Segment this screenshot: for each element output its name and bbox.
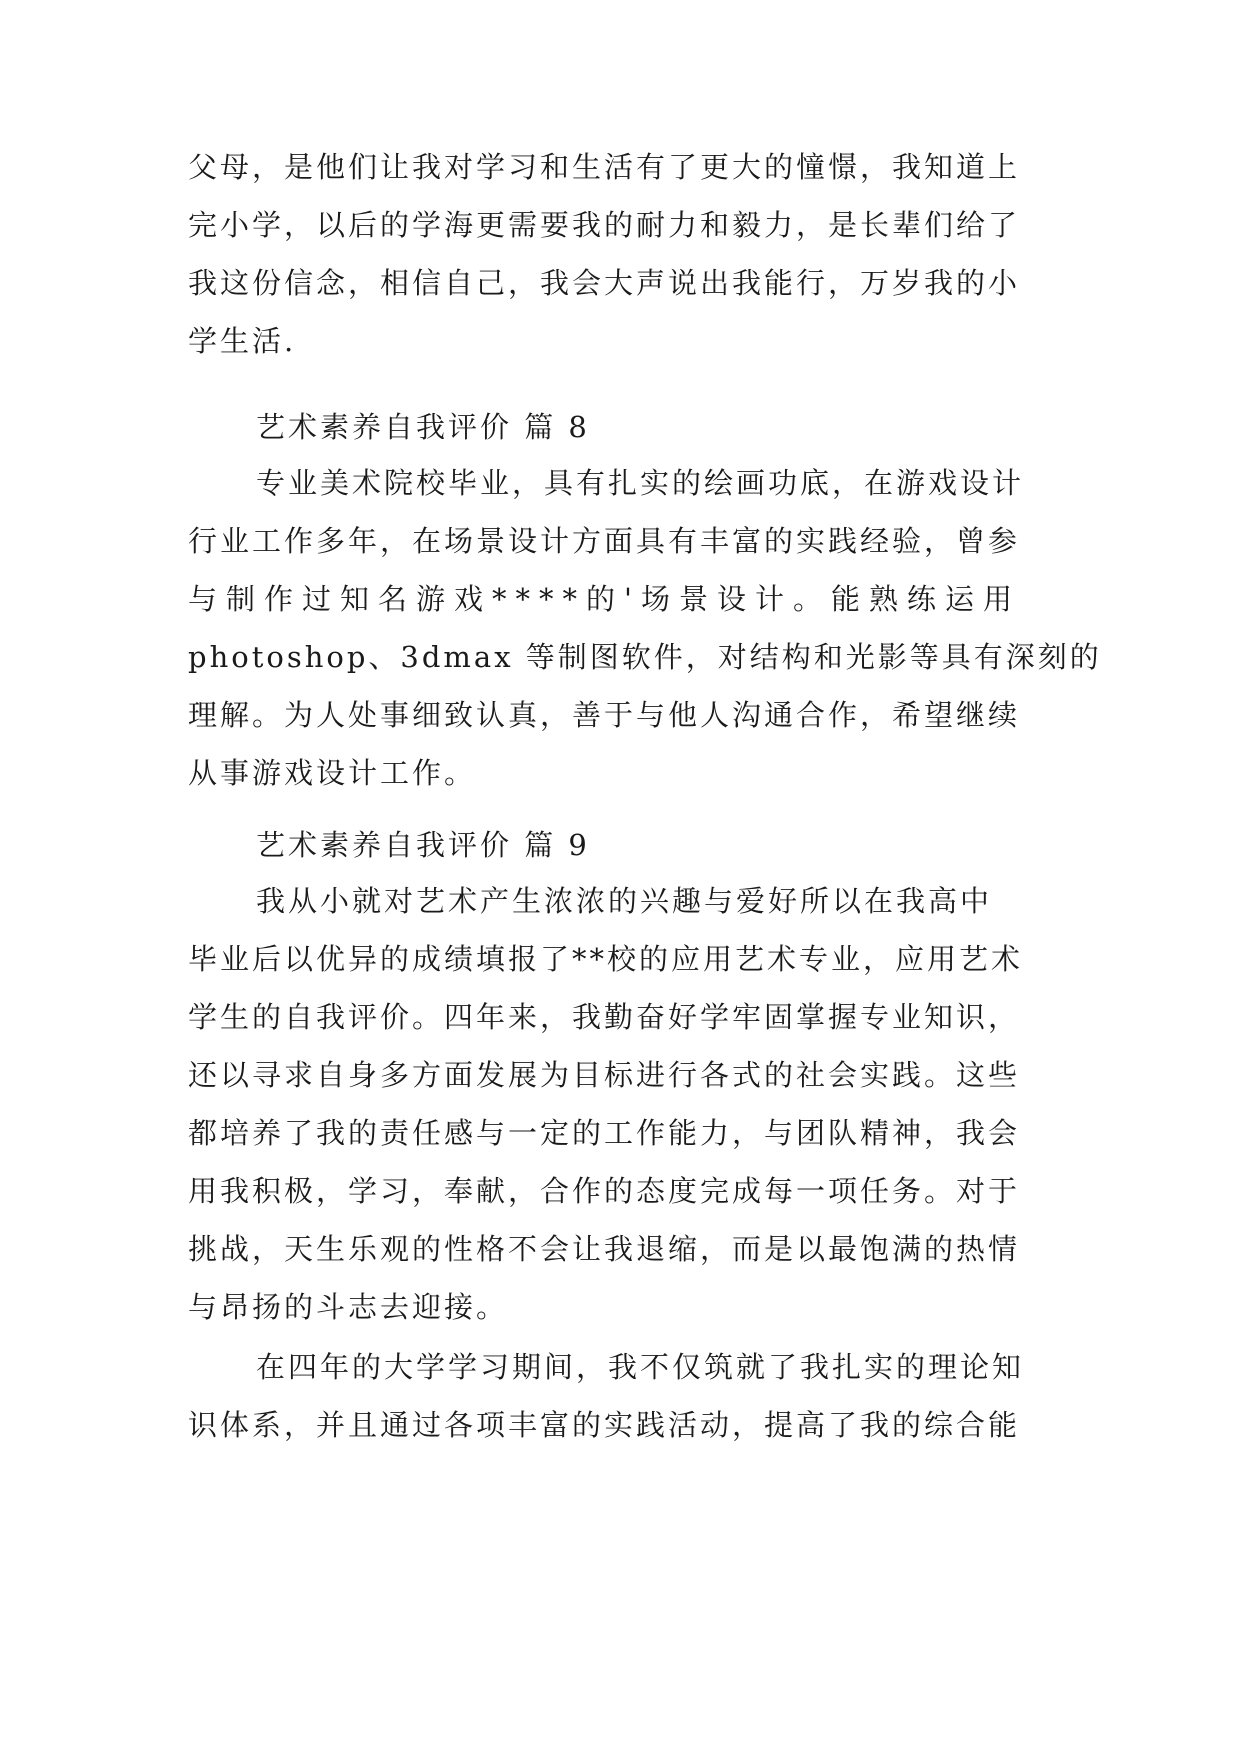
- text-line: photoshop、3dmax 等制图软件，对结构和光影等具有深刻的: [188, 640, 1102, 674]
- text-line: 用我积极，学习，奉献，合作的态度完成每一项任务。对于: [188, 1174, 1021, 1208]
- text-line: 父母，是他们让我对学习和生活有了更大的憧憬，我知道上: [188, 150, 1021, 184]
- section-heading: 艺术素养自我评价 篇 9: [256, 828, 590, 862]
- section-8-paragraph: [188, 454, 1102, 802]
- text-line: 完小学，以后的学海更需要我的耐力和毅力，是长辈们给了: [188, 208, 1021, 242]
- text-line: 行业工作多年，在场景设计方面具有丰富的实践经验，曾参: [188, 524, 1021, 558]
- text-line: 我这份信念，相信自己，我会大声说出我能行，万岁我的小: [188, 266, 1021, 300]
- text-line: 我从小就对艺术产生浓浓的兴趣与爱好所以在我高中: [256, 884, 993, 918]
- text-line: 专业美术院校毕业，具有扎实的绘画功底，在游戏设计: [256, 466, 1025, 500]
- text-line: 学生的自我评价。四年来，我勤奋好学牢固掌握专业知识，: [188, 1000, 1021, 1034]
- text-line: 从事游戏设计工作。: [188, 756, 477, 790]
- text-line: 毕业后以优异的成绩填报了**校的应用艺术专业，应用艺术: [188, 942, 1024, 976]
- text-line: 与昂扬的斗志去迎接。: [188, 1290, 509, 1324]
- text-line: 与制作过知名游戏****的'场景设计。能熟练运用: [188, 582, 1021, 616]
- section-heading: 艺术素养自我评价 篇 8: [256, 410, 590, 444]
- text-line: 理解。为人处事细致认真，善于与他人沟通合作，希望继续: [188, 698, 1021, 732]
- text-line: 学生活.: [188, 324, 297, 358]
- section-8-heading: [188, 398, 1068, 456]
- text-line: 挑战，天生乐观的性格不会让我退缩，而是以最饱满的热情: [188, 1232, 1021, 1266]
- intro-paragraph: [188, 138, 1068, 370]
- text-line: 在四年的大学学习期间，我不仅筑就了我扎实的理论知: [256, 1350, 1025, 1384]
- text-line: 还以寻求自身多方面发展为目标进行各式的社会实践。这些: [188, 1058, 1021, 1092]
- section-9-paragraph-2: [188, 1338, 1068, 1454]
- section-9-paragraph-1: [188, 872, 1068, 1336]
- section-9-heading: [188, 816, 1068, 874]
- text-line: 都培养了我的责任感与一定的工作能力，与团队精神，我会: [188, 1116, 1021, 1150]
- text-line: 识体系，并且通过各项丰富的实践活动，提高了我的综合能: [188, 1408, 1021, 1442]
